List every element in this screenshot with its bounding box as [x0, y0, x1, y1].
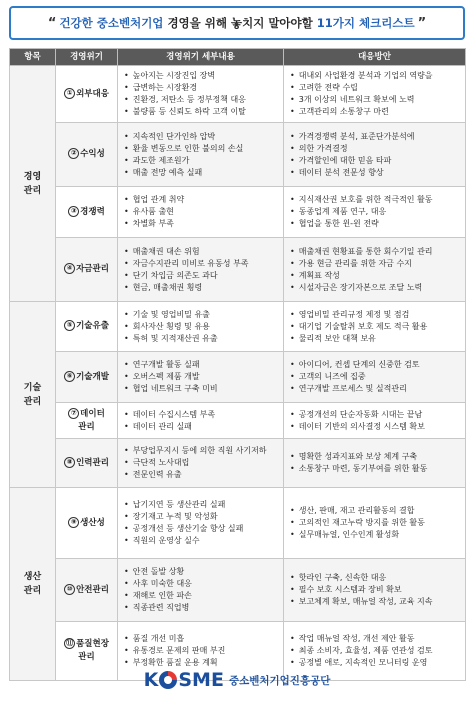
details-cell — [118, 123, 284, 187]
list-item: • 직원의 운영상 실수 — [124, 535, 279, 547]
list-item: • 가격경쟁력 분석, 표준단가분석에 — [290, 131, 461, 143]
risk-cell — [56, 302, 118, 352]
list-item: • 협업을 통한 윈-윈 전략 — [290, 218, 461, 230]
header-responses: 대응방안 — [284, 49, 466, 66]
list-item: • 연구개발 프로세스 및 실적관리 — [290, 383, 461, 395]
risk-label: 품질현장 관리 — [76, 639, 109, 662]
details-cell — [118, 66, 284, 123]
list-item: • 품질 개선 미흡 — [124, 633, 279, 645]
list-item: • 자금수지관리 미비로 유동성 부족 — [124, 258, 279, 270]
risk-cell — [56, 403, 118, 439]
list-item: • 3개 이상의 네트워크 확보에 노력 — [290, 94, 461, 106]
list-item: • 고객관리의 소통창구 마련 — [290, 106, 461, 118]
details-list — [118, 243, 283, 297]
responses-cell — [284, 123, 466, 187]
risk-cell — [56, 123, 118, 187]
list-item: • 작업 매뉴얼 작성, 개선 제안 활동 — [290, 633, 461, 645]
details-list — [118, 356, 283, 398]
risk-cell — [56, 439, 118, 488]
risk-number: ④ — [64, 263, 75, 274]
risk-cell — [56, 488, 118, 559]
list-item: • 동종업계 제품 연구, 대응 — [290, 206, 461, 218]
list-item: • 물리적 보안 대책 보유 — [290, 333, 461, 345]
responses-list — [284, 448, 465, 478]
list-item: • 장기재고 누적 및 악성화 — [124, 511, 279, 523]
risk-cell — [56, 238, 118, 302]
header-details: 경영위기 세부내용 — [118, 49, 284, 66]
risk-number: ② — [68, 148, 79, 159]
category-cell — [10, 66, 56, 302]
details-cell — [118, 488, 284, 559]
list-item: • 데이터 분석 전문성 향상 — [290, 167, 461, 179]
risk-label: 자금관리 — [76, 264, 109, 274]
list-item: • 실무매뉴얼, 인수인계 활성화 — [290, 529, 461, 541]
list-item: • 지식재산권 보호를 위한 적극적인 활동 — [290, 194, 461, 206]
list-item: • 데이터 기반의 의사결정 시스템 확보 — [290, 421, 461, 433]
list-item: • 대기업 기술탈취 보호 제도 적극 활용 — [290, 321, 461, 333]
list-item: • 부정확한 품질 운용 계획 — [124, 657, 279, 669]
responses-list — [284, 67, 465, 121]
list-item: • 아이디어, 컨셉 단계의 신중한 검토 — [290, 359, 461, 371]
list-item: • 핫라인 구축, 신속한 대응 — [290, 572, 461, 584]
risk-label: 수익성 — [80, 149, 105, 159]
list-item: • 매출채권 현황표를 통한 회수기일 관리 — [290, 246, 461, 258]
list-item: • 부당업무지시 등에 의한 직원 사기저하 — [124, 445, 279, 457]
list-item: • 현금, 매출채권 횡령 — [124, 282, 279, 294]
list-item: • 데이터 수집시스템 부족 — [124, 409, 279, 421]
list-item: • 과도한 제조원가 — [124, 155, 279, 167]
risk-label: 기술개발 — [76, 371, 109, 382]
list-item: • 대내외 사업환경 분석과 기업의 역량을 — [290, 70, 461, 82]
list-item: • 생산, 판매, 재고 관리활동의 결합 — [290, 505, 461, 517]
list-item: • 매출 전망 예측 실패 — [124, 167, 279, 179]
details-cell — [118, 439, 284, 488]
responses-cell — [284, 559, 466, 622]
header-risk: 경영위기 — [56, 49, 118, 66]
list-item: • 직종관련 직업병 — [124, 602, 279, 614]
list-item: • 필수 보호 시스템과 장비 확보 — [290, 584, 461, 596]
header-category: 항목 — [10, 49, 56, 66]
details-list — [118, 306, 283, 348]
responses-list — [284, 128, 465, 182]
table-row — [10, 559, 466, 622]
responses-list — [284, 356, 465, 398]
title-open-quote: “ — [47, 15, 57, 31]
logo-letters-sme: SME — [178, 669, 224, 691]
responses-cell — [284, 187, 466, 238]
table-row — [10, 66, 466, 123]
list-item: • 높아지는 시장진입 장벽 — [124, 70, 279, 82]
logo-letter-k: K — [143, 669, 159, 691]
kosme-logo — [144, 669, 224, 691]
risk-number: ① — [64, 88, 75, 99]
list-item: • 진환경, 저탄소 등 정부정책 대응 — [124, 94, 279, 106]
list-item: • 고의적인 재고누락 방지를 위한 활동 — [290, 517, 461, 529]
details-cell — [118, 238, 284, 302]
details-list — [118, 442, 283, 484]
risk-label: 생산성 — [80, 517, 105, 528]
title-part-1: 건강한 중소벤처기업 — [59, 16, 164, 30]
risk-number: ⑤ — [64, 320, 75, 331]
list-item: • 최종 소비자, 효율성, 제품 연관성 검토 — [290, 645, 461, 657]
category-cell — [10, 302, 56, 488]
risk-number: ⑩ — [64, 584, 75, 595]
list-item: • 고려한 전략 수립 — [290, 82, 461, 94]
list-item: • 데이터 관리 실패 — [124, 421, 279, 433]
details-cell — [118, 302, 284, 352]
title-part-2: 경영을 위해 놓치지 말아야할 — [167, 16, 313, 30]
category-cell — [10, 488, 56, 681]
risk-label: 데이터 관리 — [78, 408, 105, 432]
category-label: 생산 관리 — [23, 572, 42, 596]
list-item: • 회사자산 횡령 및 유용 — [124, 321, 279, 333]
risk-cell — [56, 352, 118, 403]
list-item: • 안전 돌발 상황 — [124, 566, 279, 578]
list-item: • 불량품 등 신뢰도 하락 고객 이탈 — [124, 106, 279, 118]
checklist-table — [9, 48, 466, 681]
responses-list — [284, 191, 465, 233]
logo-ring-icon — [159, 671, 177, 689]
risk-cell — [56, 187, 118, 238]
details-cell — [118, 352, 284, 403]
responses-cell — [284, 352, 466, 403]
table-row — [10, 439, 466, 488]
org-name: 중소벤처기업진흥공단 — [228, 674, 331, 687]
responses-cell — [284, 238, 466, 302]
title-close-quote: ” — [417, 15, 427, 31]
page-title — [9, 6, 465, 40]
list-item: • 소통창구 마련, 동기부여를 위한 활동 — [290, 463, 461, 475]
footer — [0, 666, 474, 694]
list-item: • 공정별 애로, 지속적인 모니터링 운영 — [290, 657, 461, 669]
list-item: • 시설자금은 장기자본으로 조달 노력 — [290, 282, 461, 294]
category-label: 경영 관리 — [23, 171, 42, 196]
risk-label: 경쟁력 — [80, 206, 105, 217]
details-cell — [118, 187, 284, 238]
category-label: 기술 관리 — [23, 382, 42, 407]
responses-cell — [284, 439, 466, 488]
list-item: • 협업 관계 취약 — [124, 194, 279, 206]
list-item: • 납기지연 등 생산관리 실패 — [124, 499, 279, 511]
table-row — [10, 238, 466, 302]
details-list — [118, 496, 283, 550]
title-part-3: 11가지 체크리스트 — [316, 16, 415, 30]
list-item: • 계획표 작성 — [290, 270, 461, 282]
list-item: • 가격할인에 대한 믿음 타파 — [290, 155, 461, 167]
risk-label: 인력관리 — [76, 457, 109, 468]
risk-number: ⑨ — [68, 517, 79, 528]
list-item: • 명확한 성과지표와 보상 체계 구축 — [290, 451, 461, 463]
risk-number: ⑥ — [64, 371, 75, 382]
details-cell — [118, 403, 284, 439]
details-list — [118, 406, 283, 436]
list-item: • 지속적인 단가인하 압박 — [124, 131, 279, 143]
risk-number: ⑦ — [68, 408, 79, 419]
responses-list — [284, 502, 465, 544]
list-item: • 보고체계 확보, 매뉴얼 작성, 교육 지속 — [290, 596, 461, 608]
risk-cell — [56, 66, 118, 123]
risk-label: 기술유출 — [76, 321, 109, 331]
list-item: • 기술 및 영업비밀 유출 — [124, 309, 279, 321]
list-item: • 협업 네트워크 구축 미비 — [124, 383, 279, 395]
list-item: • 오버스펙 제품 개발 — [124, 371, 279, 383]
table-row — [10, 352, 466, 403]
list-item: • 전문인력 유출 — [124, 469, 279, 481]
risk-number: ③ — [68, 206, 79, 217]
responses-list — [284, 569, 465, 611]
list-item: • 재해로 인한 파손 — [124, 590, 279, 602]
details-list — [118, 191, 283, 233]
list-item: • 공정개선의 단순자동화 시대는 끝남 — [290, 409, 461, 421]
list-item: • 유통경로 문제의 판매 부진 — [124, 645, 279, 657]
responses-cell — [284, 66, 466, 123]
table-row — [10, 187, 466, 238]
list-item: • 사후 미숙한 대응 — [124, 578, 279, 590]
list-item: • 특허 및 지적재산권 유출 — [124, 333, 279, 345]
risk-number: ⑪ — [66, 639, 74, 647]
table-row — [10, 123, 466, 187]
list-item: • 연구개발 활동 실패 — [124, 359, 279, 371]
list-item: • 영업비밀 관리규정 제정 및 점검 — [290, 309, 461, 321]
table-header-row — [10, 49, 466, 66]
responses-cell — [284, 302, 466, 352]
risk-label: 외부대응 — [76, 88, 109, 99]
list-item: • 공정개선 등 생산기술 향상 실패 — [124, 523, 279, 535]
responses-list — [284, 406, 465, 436]
list-item: • 급변하는 시장환경 — [124, 82, 279, 94]
details-list — [118, 128, 283, 182]
details-list — [118, 563, 283, 617]
list-item: • 환율 변동으로 인한 불의의 손실 — [124, 143, 279, 155]
list-item: • 의한 가격결정 — [290, 143, 461, 155]
table-row — [10, 488, 466, 559]
list-item: • 가용 현금 관리를 위한 자금 수지 — [290, 258, 461, 270]
list-item: • 고객의 니즈에 집중 — [290, 371, 461, 383]
responses-list — [284, 243, 465, 297]
list-item: • 유사품 출현 — [124, 206, 279, 218]
responses-list — [284, 306, 465, 348]
risk-number: ⑧ — [64, 457, 75, 468]
list-item: • 매출채권 대손 위험 — [124, 246, 279, 258]
table-row — [10, 302, 466, 352]
risk-label: 안전관리 — [76, 584, 109, 595]
responses-cell — [284, 403, 466, 439]
details-list — [118, 67, 283, 121]
responses-cell — [284, 488, 466, 559]
list-item: • 단기 차입금 의존도 과다 — [124, 270, 279, 282]
table-row — [10, 403, 466, 439]
list-item: • 차별화 부족 — [124, 218, 279, 230]
list-item: • 극단적 노사대립 — [124, 457, 279, 469]
details-cell — [118, 559, 284, 622]
risk-cell — [56, 559, 118, 622]
